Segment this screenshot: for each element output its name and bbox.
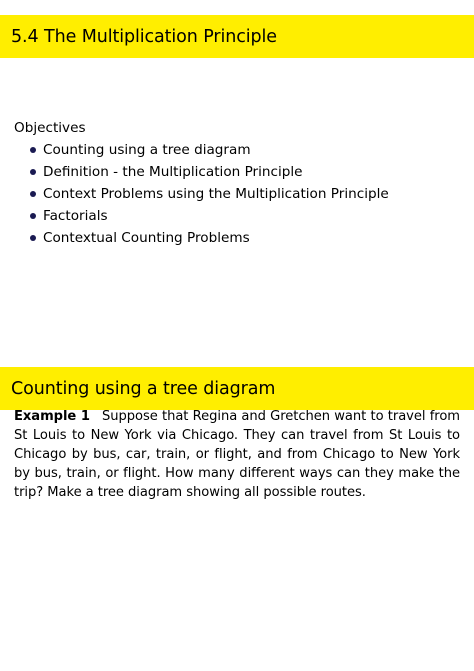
objective-item [14,161,389,183]
slide-title: Counting using a tree diagram [11,378,276,399]
objective-text: Counting using a tree diagram [43,142,251,158]
bullet-icon [30,147,36,153]
objective-item [14,205,389,227]
objective-item [14,183,389,205]
example-text: Suppose that Regina and Gretchen want to travel from St Louis to New York via Chicago. They can travel from St Louis to Chicago by bus, car, train, or flight, and from Chicago to New York by bus, train, or flight. How many different ways can they make the trip? Make a tree diagram showing all possible routes. [14,409,460,500]
slide-title-bar [0,15,474,58]
slide-objectives [0,0,474,316]
example-block [14,407,460,502]
objectives-heading: Objectives [14,120,86,136]
objective-text: Definition - the Multiplication Principle [43,164,303,180]
objective-item [14,227,389,249]
slide-title: 5.4 The Multiplication Principle [11,26,277,47]
bullet-icon [30,169,36,175]
objectives-block [14,117,389,249]
objective-text: Contextual Counting Problems [43,230,250,246]
objective-text: Factorials [43,208,108,224]
example-label: Example 1 [14,409,90,424]
bullet-icon [30,213,36,219]
bullet-icon [30,191,36,197]
slide-tree-diagram [0,355,474,671]
objectives-list [14,139,389,249]
slide-title-bar [0,367,474,410]
bullet-icon [30,235,36,241]
objective-item [14,139,389,161]
objective-text: Context Problems using the Multiplication Principle [43,186,389,202]
